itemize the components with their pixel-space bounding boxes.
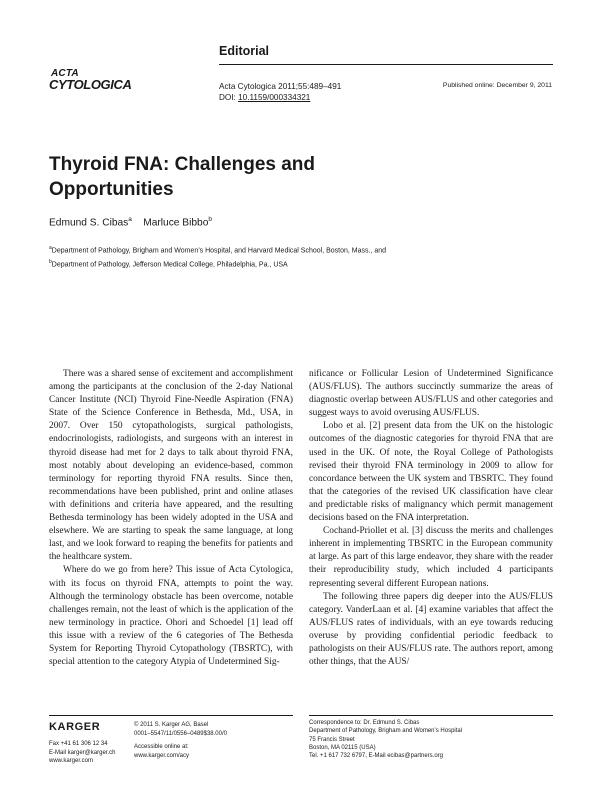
affiliation: [49, 243, 386, 257]
contact-fax: Fax +41 61 306 12 34: [49, 741, 108, 747]
online-url[interactable]: www.karger.com/acy: [134, 752, 190, 759]
contact-email[interactable]: E-Mail karger@karger.ch: [49, 749, 116, 756]
affiliation: [49, 257, 386, 271]
journal-logo-line2: CYTOLOGICA: [49, 77, 132, 92]
publisher-contact: [49, 740, 115, 766]
correspondence-line: Boston, MA 02115 (USA): [309, 744, 376, 751]
affiliations: [49, 243, 386, 271]
doi-link[interactable]: 10.1159/000334321: [238, 93, 311, 102]
section-label: Editorial: [219, 44, 270, 58]
doi-line: [219, 92, 341, 103]
footer-rule-left: [49, 715, 293, 716]
contact-website[interactable]: www.karger.com: [49, 758, 94, 764]
author-list: [49, 216, 212, 228]
citation-block: [219, 81, 341, 103]
correspondence-line: Department of Pathology, Brigham and Women’s Hospital: [309, 728, 463, 735]
affiliation-sup: a: [49, 245, 52, 251]
footer-rule-right: [309, 715, 553, 716]
copyright-line: © 2011 S. Karger AG, Basel: [134, 722, 209, 728]
affiliation-text: Department of Pathology, Brigham and Women’s Hospital, and Harvard Medical School, Boston, Mass., and: [51, 247, 387, 255]
paragraph: Where do we go from here? This issue of Acta Cytologica, with its focus on thyroid FNA, attempts to point the way. Although the terminology obstacle has been overcome, notable challenges remain, not the least of which is the application of the new terminology in practice. Ohori and Schoedel [1] lead off this issue with a review of the 6 categories of The Bethesda System for Reporting Thyroid Cytopathology (TBSRTC), with special attention to the category Atypia of Undetermined Sig-: [49, 565, 293, 668]
paragraph: There was a shared sense of excitement and accomplishment among the participants at the conclusion of the 2-day National Cancer Institute (NCI) Thyroid Fine-Needle Aspiration (FNA) State of the Science Conference in Bethesda, Md., USA, in 2007. Over 150 cytopathologists, surgical pathologists, endocrinologists, radiologists, and surgeons with an interest in thyroid disease had met for 2 days to talk about thyroid FNA, most notably about developing an evidence-based, common terminology for reporting thyroid FNA results. Since then, recommendations have been published, print and online atlases with definitions and criteria have appeared, and the resulting Bethesda terminology has been widely adopted in the USA and elsewhere. We are starting to speak the same language, at long last, and we look forward to reaping the benefits for patients and the healthcare system.: [49, 369, 293, 563]
correspondence-line: 75 Francis Street: [309, 736, 355, 743]
paragraph: The following three papers dig deeper into the AUS/FLUS category. VanderLaan et al. [4] examine variables that affect the AUS/FLUS rates of individuals, with an eye towards reducing overuse by providing confidential periodic feedback to pathologists on their AUS/FLUS rate. The authors report, among other things, that the AUS/: [309, 591, 553, 668]
correspondence-line: Tel. +1 617 732 6797, E-Mail ecibas@partners.org: [309, 753, 444, 760]
citation: Acta Cytologica 2011;55:489–491: [219, 82, 342, 91]
journal-logo: [49, 68, 132, 96]
author-sup: a: [128, 216, 132, 223]
publisher-logo: KARGER: [49, 721, 101, 733]
body-column-right: [309, 368, 553, 669]
correspondence-line: Correspondence to: Dr. Edmund S. Cibas: [309, 720, 420, 726]
header-rule: [219, 64, 553, 65]
doi-label: DOI:: [219, 93, 239, 102]
paragraph: Lobo et al. [2] present data from the UK on the histologic outcomes of the diagnostic categories for thyroid FNA that are used in the UK. Of note, the Royal College of Pathologists revised their thyroid FNA terminology in 2009 to allow for concordance between the UK system and TBSRTC. They found that the categories of the revised UK classification have clear and predictable risks of malignancy which permit management decisions based on the FNA interpretation.: [309, 421, 553, 524]
paragraph: Cochand-Priollet et al. [3] discuss the merits and challenges inherent in implementing TBSRTC in the European community at large. As part of this large endeavor, they share with the reader their reproducibility study, which included 4 participants representing several different European nations.: [309, 526, 553, 589]
paragraph: nificance or Follicular Lesion of Undetermined Significance (AUS/FLUS). The authors succinctly summarize the areas of diagnostic overlap between AUS/FLUS and other categories and suggest ways to avoid overusing AUS/FLUS.: [309, 369, 553, 419]
published-date: Published online: December 9, 2011: [442, 82, 552, 89]
copyright-block: [134, 721, 227, 738]
author-sup: b: [208, 216, 212, 223]
journal-logo-line1: ACTA: [51, 68, 79, 79]
affiliation-sup: b: [49, 258, 52, 265]
body-column-left: [49, 368, 293, 669]
online-access: [134, 743, 189, 760]
correspondence-block: [309, 719, 462, 760]
copyright-code: 0001–5547/11/0556–0489$38.00/0: [134, 730, 227, 737]
affiliation-text: Department of Pathology, Jefferson Medical College, Philadelphia, Pa., USA: [51, 261, 288, 269]
online-label: Accessible online at:: [134, 744, 189, 750]
author-name: Marluce Bibbo: [143, 217, 209, 229]
article-title: Thyroid FNA: Challenges and Opportunities: [49, 154, 316, 200]
author-name: Edmund S. Cibas: [49, 217, 129, 229]
